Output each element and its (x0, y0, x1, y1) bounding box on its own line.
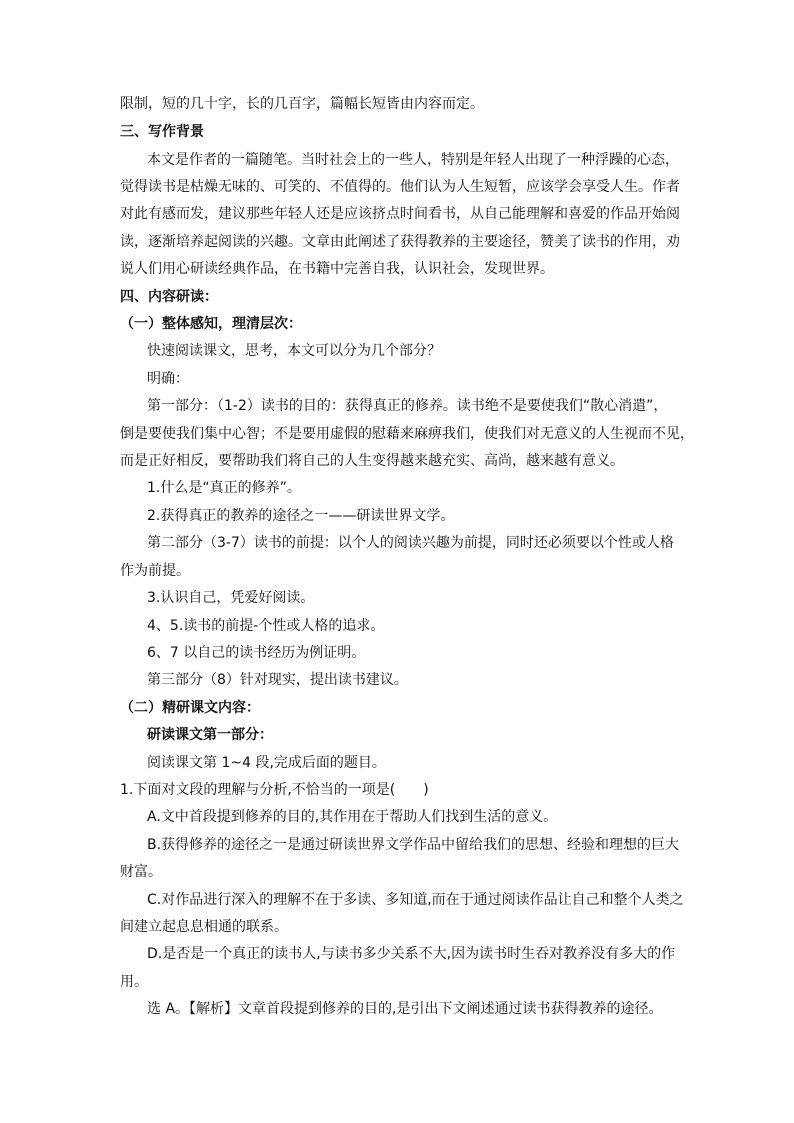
question: 1.下面对文段的理解与分析,不恰当的一项是( ) (120, 782, 429, 798)
text-line: 第一部分：（1-2）读书的目的：获得真正的修养。读书绝不是要使我们“散心消遣”， (147, 398, 668, 414)
text-line: 快速阅读课文，思考，本文可以分为几个部分？ (147, 343, 441, 359)
list-item: 2.获得真正的教养的途径之一——研读世界文学。 (147, 508, 455, 524)
list-item: 6、7 以自己的读书经历为例证明。 (147, 645, 366, 661)
option-c-continued: 间建立起息息相通的联系。 (120, 919, 288, 935)
answer-explanation: 选 A。【解析】文章首段提到修养的目的,是引出下文阐述通过读书获得教养的途径。 (147, 1001, 663, 1017)
text-line: 读，逐渐培养起阅读的兴趣。文章由此阐述了获得教养的主要途径，赞美了读书的作用，劝 (120, 234, 680, 250)
option-b: B.获得修养的途径之一是通过研读世界文学作品中留给我们的思想、经验和理想的巨大 (147, 837, 680, 853)
option-c: C.对作品进行深入的理解不在于多读、多知道,而在于通过阅读作品让自己和整个人类之 (147, 892, 684, 908)
subsection-heading-study: （二）精研课文内容： (120, 700, 260, 716)
list-item: 1.什么是“真正的修养”。 (147, 480, 301, 496)
text-line: 第二部分（3-7）读书的前提：以个人的阅读兴趣为前提，同时还必须要以个性或人格 (147, 535, 674, 551)
text-line: 第三部分（8）针对现实，提出读书建议。 (147, 672, 408, 688)
option-b-continued: 财富。 (120, 864, 162, 880)
option-d: D.是否是一个真正的读书人,与读书多少关系不大,因为读书时生吞对教养没有多大的作 (147, 946, 676, 962)
text-line: 而是正好相反，要帮助我们将自己的人生变得越来越充实、高尚，越来越有意义。 (120, 453, 624, 469)
text-line: 对此有感而发，建议那些年轻人还是应该挤点时间看书，从自己能理解和喜爱的作品开始阅 (120, 206, 680, 222)
text-line: 明确： (147, 371, 189, 387)
list-item: 4、5.读书的前提-个性或人格的追求。 (147, 618, 385, 634)
text-line: 说人们用心研读经典作品，在书籍中完善自我，认识社会，发现世界。 (120, 261, 554, 277)
section-heading-content: 四、内容研读： (120, 289, 218, 305)
subsection-heading-part-one: 研读课文第一部分： (147, 727, 273, 743)
text-line: 限制，短的几十字，长的几百字，篇幅长短皆由内容而定。 (120, 96, 484, 112)
list-item: 3.认识自己，凭爱好阅读。 (147, 590, 315, 606)
option-d-continued: 用。 (120, 974, 148, 990)
text-line: 作为前提。 (120, 563, 190, 579)
subsection-heading-overview: （一）整体感知，理清层次： (120, 316, 302, 332)
option-a: A.文中首段提到修养的目的,其作用在于帮助人们找到生活的意义。 (147, 809, 558, 825)
text-line: 倒是要使我们集中心智；不是要用虚假的慰藉来麻痹我们，使我们对无意义的人生视而不见， (120, 426, 694, 442)
section-heading-background: 三、写作背景 (120, 124, 204, 140)
text-line: 阅读课文第 1~4 段,完成后面的题目。 (147, 755, 386, 771)
text-line: 本文是作者的一篇随笔。当时社会上的一些人，特别是年轻人出现了一种浮躁的心态， (147, 152, 679, 168)
text-line: 觉得读书是枯燥无味的、可笑的、不值得的。他们认为人生短暂，应该学会享受人生。作者 (120, 179, 680, 195)
